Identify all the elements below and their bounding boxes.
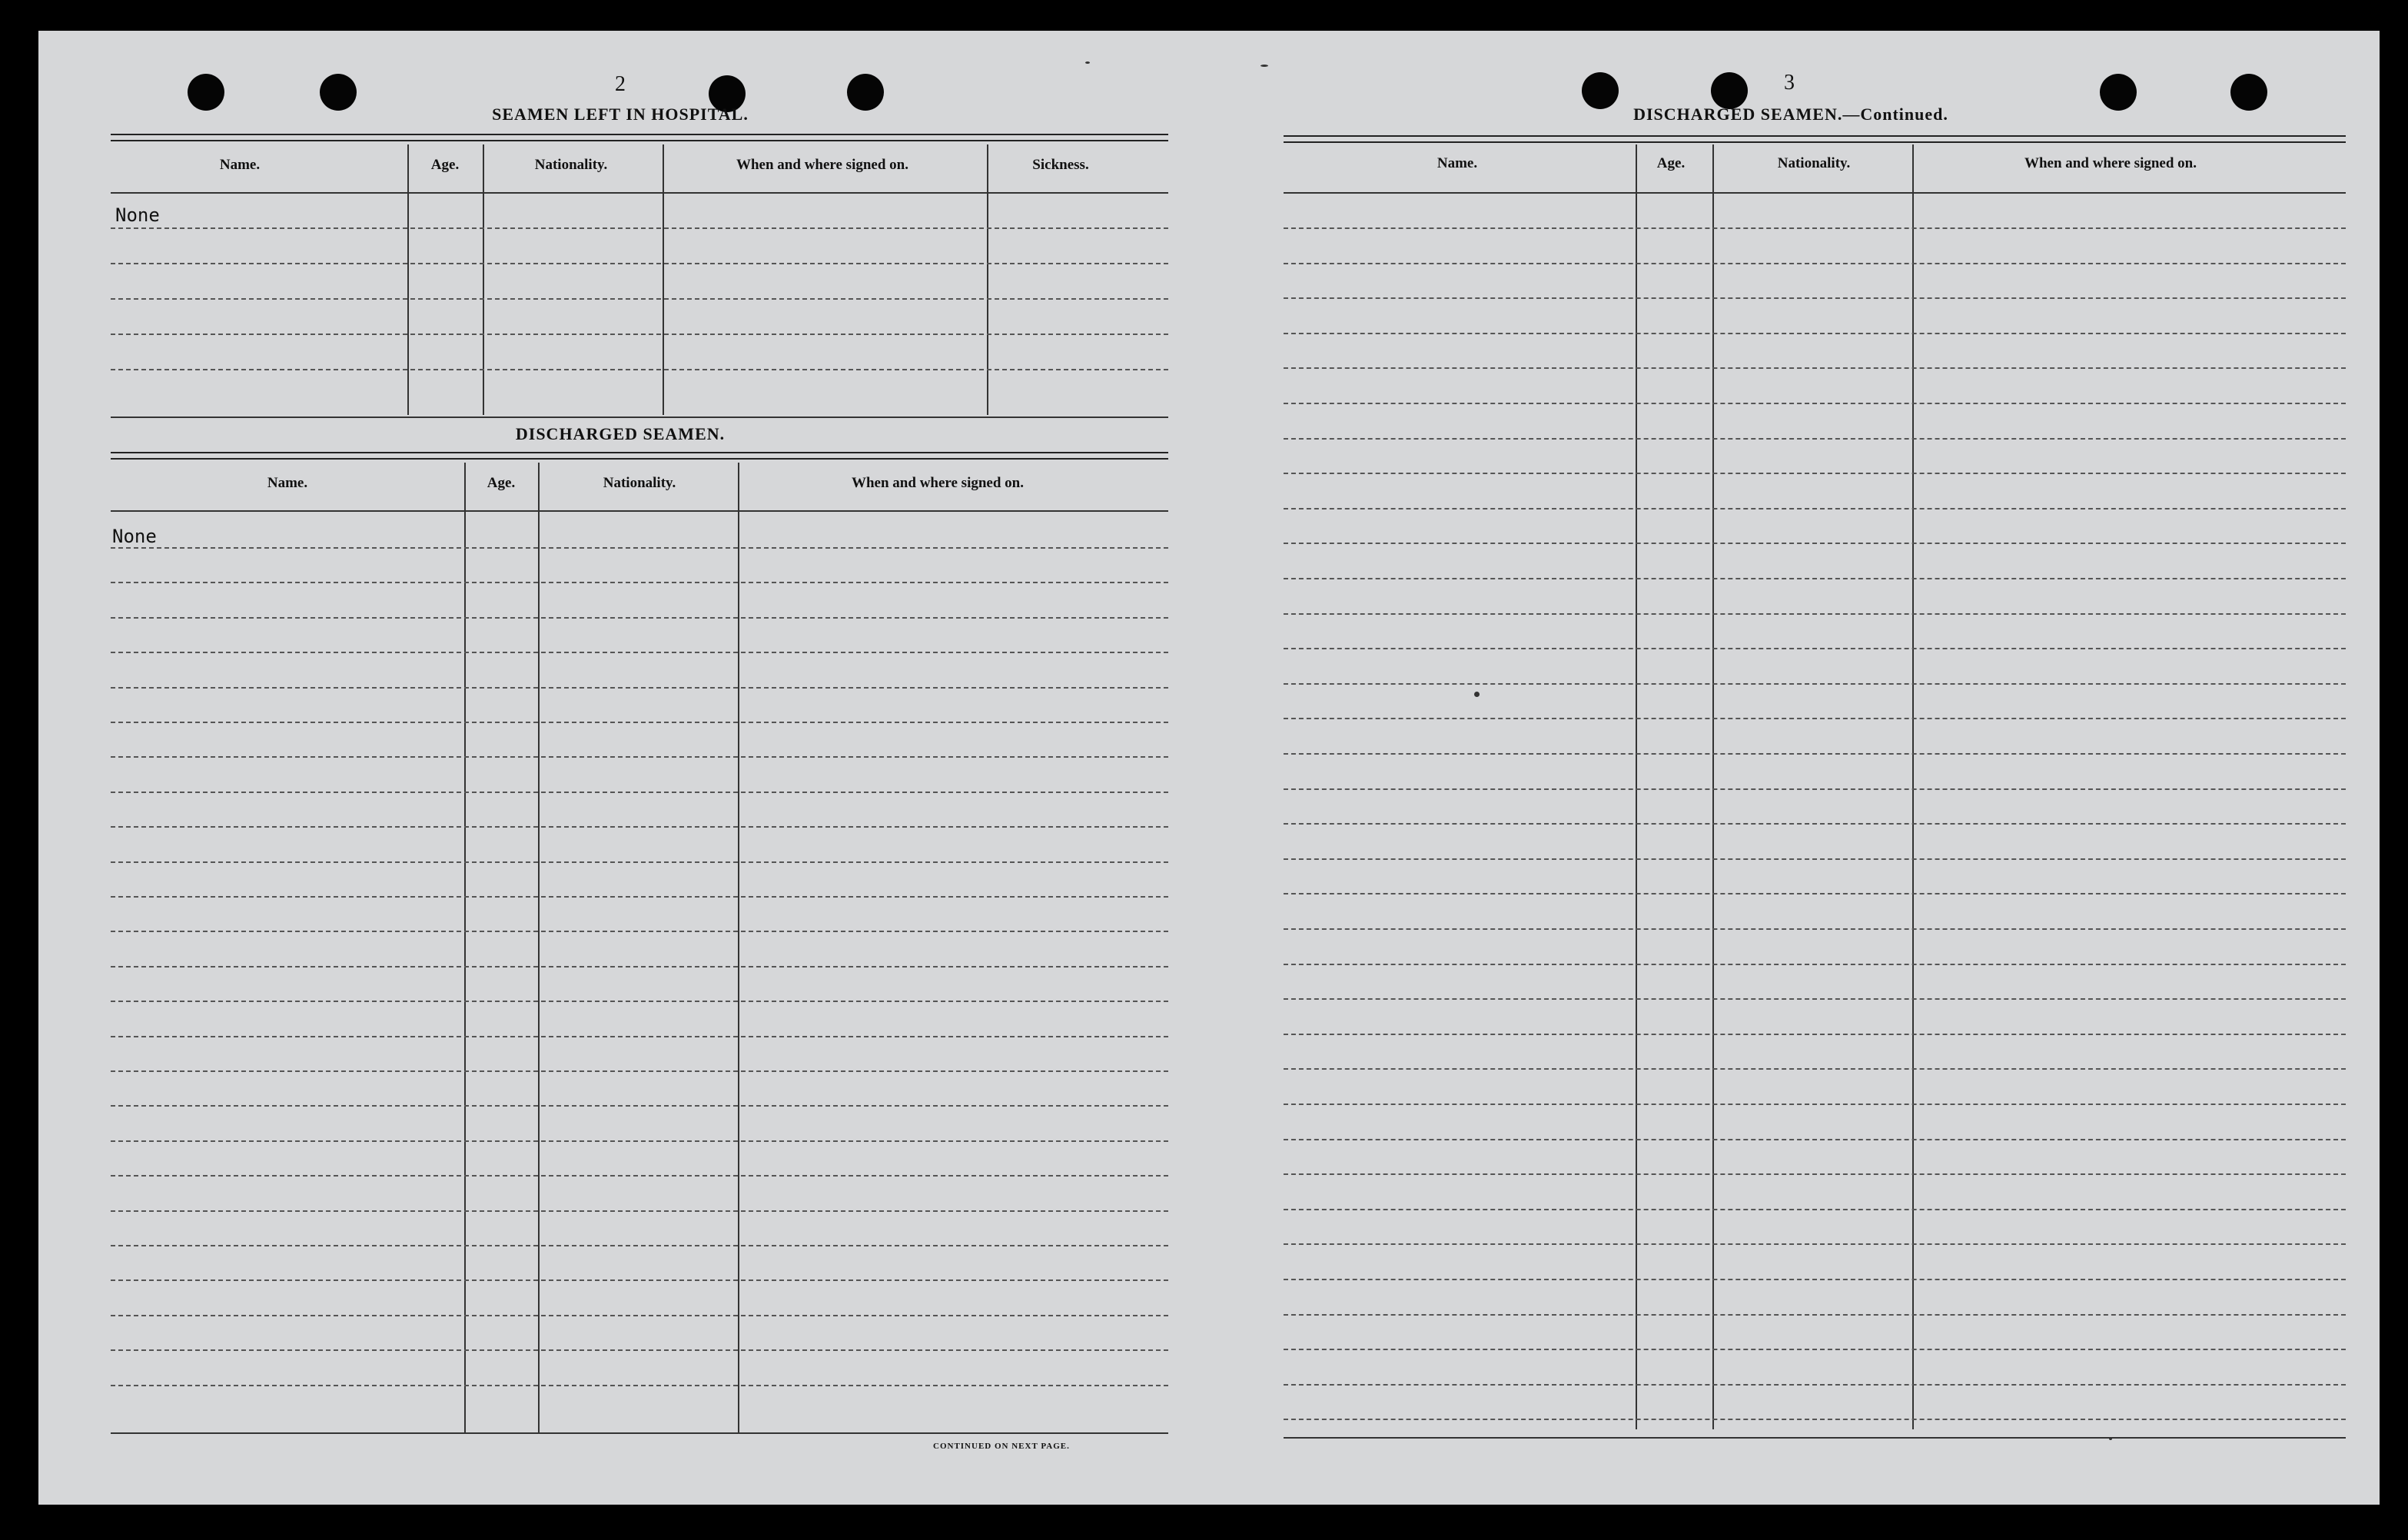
continued-footer: CONTINUED ON NEXT PAGE.: [933, 1442, 1070, 1451]
ruled-row-line: [111, 227, 1168, 229]
ruled-row-line: [1284, 1349, 2346, 1350]
ruled-row-line: [111, 263, 1168, 264]
table-top-rule: [111, 452, 1168, 460]
hospital-entry-text: None: [115, 204, 160, 226]
column-header-nationality: Nationality.: [603, 475, 676, 491]
ruled-row-line: [1284, 1209, 2346, 1210]
ruled-row-line: [1284, 438, 2346, 440]
ruled-row-line: [111, 547, 1168, 549]
header-underline: [111, 510, 1168, 512]
column-header-signed-on: When and where signed on.: [2024, 155, 2197, 171]
column-divider: [987, 144, 988, 415]
punch-hole: [1711, 72, 1748, 109]
ruled-row-line: [1284, 1243, 2346, 1245]
ruled-row-line: [1284, 297, 2346, 299]
ruled-row-line: [111, 1001, 1168, 1002]
ruled-row-line: [1284, 718, 2346, 719]
ruled-row-line: [1284, 1068, 2346, 1070]
ruled-row-line: [1284, 753, 2346, 755]
scan-speck: [1474, 692, 1480, 697]
ruled-row-line: [111, 1036, 1168, 1037]
column-divider: [1712, 144, 1714, 1429]
punch-hole: [847, 74, 884, 111]
ruled-row-line: [1284, 1419, 2346, 1420]
column-header-sickness: Sickness.: [1032, 157, 1089, 173]
column-header-nationality: Nationality.: [534, 157, 608, 173]
ruled-row-line: [111, 1245, 1168, 1246]
ruled-row-line: [1284, 508, 2346, 509]
table-bottom-rule: [1284, 1437, 2346, 1439]
ruled-row-line: [111, 931, 1168, 932]
header-underline: [111, 192, 1168, 194]
ruled-row-line: [1284, 683, 2346, 685]
scan-speck: [1260, 65, 1268, 67]
ruled-row-line: [1284, 1314, 2346, 1316]
ruled-row-line: [111, 826, 1168, 828]
column-divider: [464, 463, 466, 1432]
ruled-row-line: [111, 334, 1168, 335]
column-divider: [1636, 144, 1637, 1429]
ruled-row-line: [1284, 998, 2346, 1000]
ruled-row-line: [1284, 473, 2346, 474]
ruled-row-line: [111, 1210, 1168, 1212]
column-header-name: Name.: [219, 157, 261, 173]
ruled-row-line: [1284, 1384, 2346, 1386]
ruled-row-line: [1284, 263, 2346, 264]
column-header-signed-on: When and where signed on.: [851, 475, 1025, 491]
page-number: 3: [1784, 71, 1795, 95]
ruled-row-line: [1284, 964, 2346, 965]
ruled-row-line: [1284, 788, 2346, 790]
column-divider: [538, 463, 540, 1432]
punch-hole: [1582, 72, 1619, 109]
ruled-row-line: [1284, 367, 2346, 369]
column-divider: [407, 144, 409, 415]
ruled-row-line: [1284, 403, 2346, 404]
ruled-row-line: [111, 1279, 1168, 1281]
table-bottom-rule: [111, 417, 1168, 418]
ruled-row-line: [1284, 1034, 2346, 1035]
column-header-age: Age.: [430, 157, 460, 173]
ruled-row-line: [111, 617, 1168, 619]
ruled-row-line: [1284, 613, 2346, 615]
column-header-age: Age.: [1656, 155, 1686, 171]
ruled-row-line: [1284, 578, 2346, 579]
ruled-row-line: [1284, 648, 2346, 649]
column-header-signed-on: When and where signed on.: [736, 157, 909, 173]
ruled-row-line: [111, 966, 1168, 967]
ruled-row-line: [111, 369, 1168, 370]
ruled-row-line: [111, 792, 1168, 793]
discharged-section-title: DISCHARGED SEAMEN.: [515, 424, 726, 443]
column-header-name: Name.: [1436, 155, 1478, 171]
table-top-rule: [111, 134, 1168, 141]
ruled-row-line: [111, 756, 1168, 758]
ruled-row-line: [111, 652, 1168, 653]
column-header-nationality: Nationality.: [1777, 155, 1851, 171]
ruled-row-line: [1284, 1139, 2346, 1140]
ruled-row-line: [1284, 823, 2346, 825]
ruled-row-line: [1284, 1104, 2346, 1105]
ruled-row-line: [111, 1385, 1168, 1386]
punch-hole: [320, 74, 357, 111]
punch-hole: [2230, 74, 2267, 111]
ruled-row-line: [1284, 1279, 2346, 1280]
column-header-age: Age.: [487, 475, 516, 491]
header-underline: [1284, 192, 2346, 194]
ruled-row-line: [1284, 928, 2346, 930]
column-divider: [1912, 144, 1914, 1429]
punch-hole: [2100, 74, 2137, 111]
ruled-row-line: [1284, 858, 2346, 860]
column-divider: [483, 144, 484, 415]
ruled-row-line: [111, 1349, 1168, 1351]
ruled-row-line: [1284, 227, 2346, 229]
column-divider: [663, 144, 664, 415]
punch-hole: [188, 74, 224, 111]
ruled-row-line: [1284, 893, 2346, 894]
column-divider: [738, 463, 739, 1432]
ruled-row-line: [111, 582, 1168, 583]
ruled-row-line: [111, 298, 1168, 300]
ruled-row-line: [1284, 543, 2346, 544]
ruled-row-line: [1284, 333, 2346, 334]
page-number: 2: [615, 72, 626, 96]
table-bottom-rule: [111, 1432, 1168, 1434]
ruled-row-line: [111, 1140, 1168, 1142]
scan-speck: [1085, 61, 1090, 64]
ruled-row-line: [111, 1105, 1168, 1107]
ruled-row-line: [111, 1070, 1168, 1072]
ruled-row-line: [111, 1175, 1168, 1177]
ruled-row-line: [111, 722, 1168, 723]
scan-speck: [2109, 1437, 2112, 1440]
ruled-row-line: [111, 687, 1168, 689]
column-header-name: Name.: [267, 475, 308, 491]
ruled-row-line: [111, 1315, 1168, 1316]
hospital-section-title: SEAMEN LEFT IN HOSPITAL.: [492, 105, 749, 124]
ruled-row-line: [111, 896, 1168, 898]
ruled-row-line: [111, 861, 1168, 863]
table-top-rule: [1284, 135, 2346, 143]
continued-section-title: DISCHARGED SEAMEN.—Continued.: [1633, 105, 1948, 124]
ruled-row-line: [1284, 1173, 2346, 1175]
document-sheet: [38, 31, 2380, 1505]
discharged-entry-text: None: [112, 526, 157, 547]
